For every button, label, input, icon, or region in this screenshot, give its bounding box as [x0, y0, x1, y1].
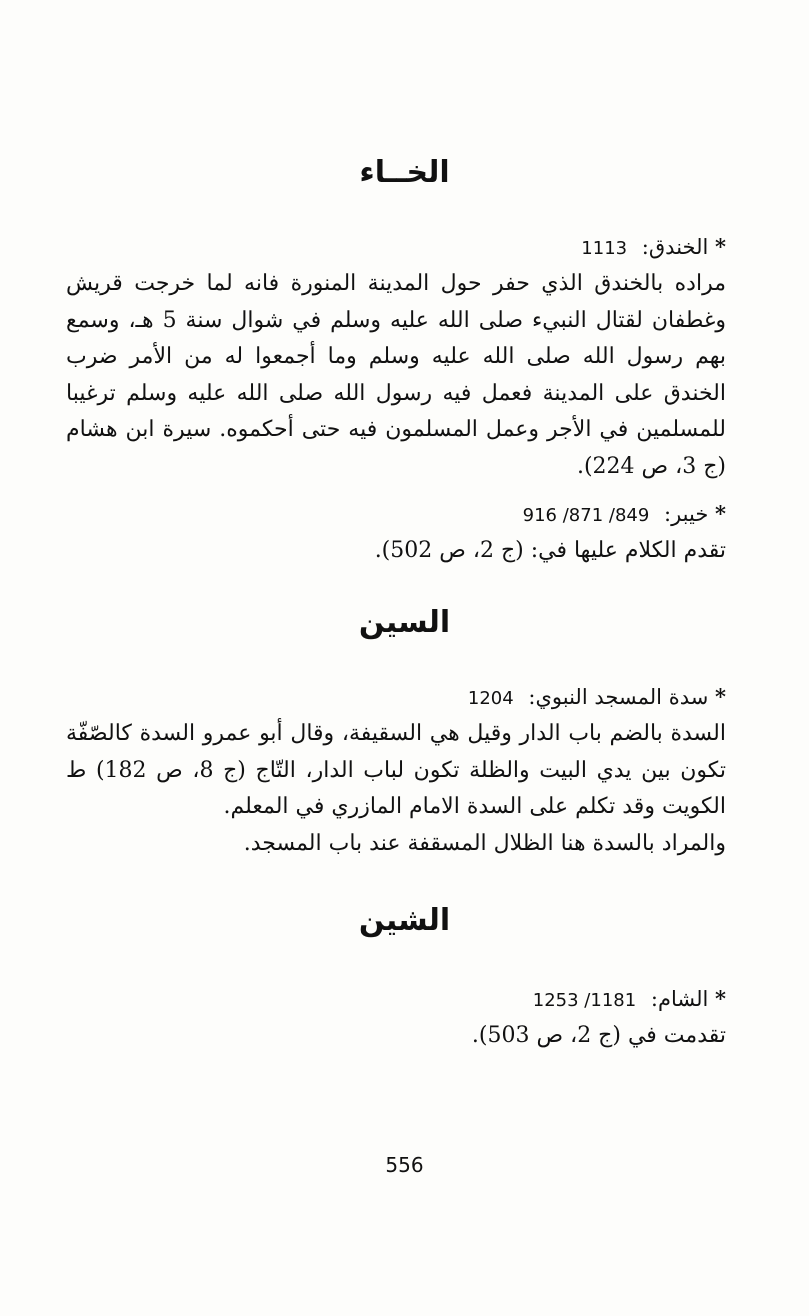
section-heading-kha: الخــاء	[359, 155, 450, 190]
entry-pages: 1181/ 1253	[532, 990, 637, 1011]
entry-pages: 1113	[581, 238, 628, 259]
entry-sudda	[66, 680, 726, 862]
entry-head	[66, 230, 726, 266]
entry-note: والمراد بالسدة هنا الظلال المسقفة عند باب المسجد.	[243, 830, 726, 856]
entry-pages: 1204	[467, 688, 514, 709]
entry-title: الشام:	[650, 987, 709, 1011]
entry-khandaq	[66, 230, 726, 485]
entry-head	[66, 680, 726, 716]
entry-head	[66, 497, 726, 533]
star-icon: *	[715, 234, 726, 259]
entry-sham	[66, 982, 726, 1054]
entry-ref: تقدم الكلام عليها في: (ج 2، ص 502).	[374, 538, 726, 563]
entry-head	[66, 982, 726, 1018]
entry-title: سدة المسجد النبوي:	[528, 685, 709, 709]
star-icon: *	[715, 684, 726, 709]
entry-ref: تقدمت في (ج 2، ص 503).	[471, 1023, 726, 1048]
star-icon: *	[715, 501, 726, 526]
section-heading-shin: الشين	[358, 903, 451, 938]
entry-title: خيبر:	[664, 502, 709, 526]
entry-body: السدة بالضم باب الدار وقيل هي السقيفة، وقال أبو عمرو السدة كالصّفّة تكون بين يدي البيت والظلة تكون لباب الدار، التّاج (ج 8، ص 182) ط الكويت وقد تكلم على السدة الامام المازري في المعلم.	[66, 721, 726, 819]
entry-title: الخندق:	[641, 235, 709, 259]
page-number: 556	[385, 1153, 424, 1177]
entry-pages: 849/ 871/ 916	[522, 505, 650, 526]
entry-khaybar	[66, 497, 726, 569]
star-icon: *	[715, 986, 726, 1011]
section-heading-sin: السين	[358, 605, 451, 640]
entry-body: مراده بالخندق الذي حفر حول المدينة المنورة فانه لما خرجت قريش وغطفان لقتال النبيء صلى الله عليه وسلم في شوال سنة 5 هـ، وسمع بهم رسول الله صلى الله عليه وسلم وما أجمعوا له من الأمر ضرب الخندق على المدينة فعمل فيه رسول الله صلى الله عليه وسلم ترغيبا للمسلمين في الأجر وعمل المسلمون فيه حتى أحكموه. سيرة ابن هشام (ج 3، ص 224).	[66, 271, 726, 479]
